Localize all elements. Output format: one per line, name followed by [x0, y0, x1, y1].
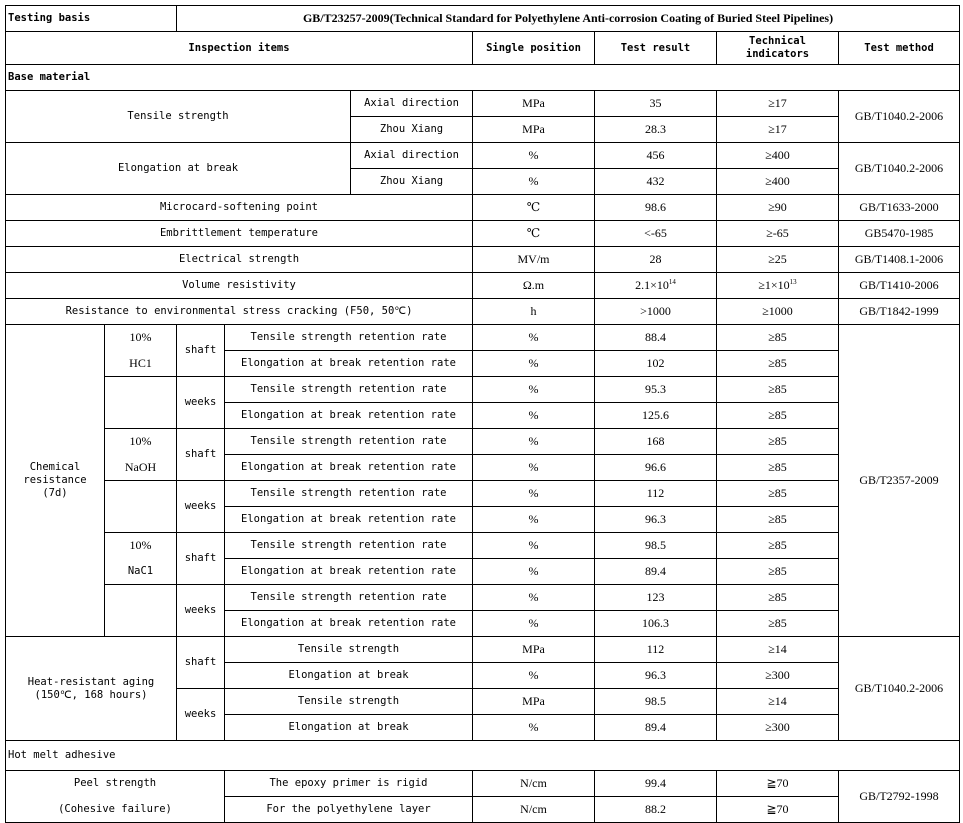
table-row	[6, 507, 960, 533]
measure-label: Elongation at break	[225, 663, 473, 689]
agent-cell: NaC1	[105, 559, 177, 585]
method-cell: GB/T1040.2-2006	[839, 637, 960, 741]
unit-cell: %	[473, 429, 595, 455]
unit-cell: %	[473, 143, 595, 169]
result-cell: 102	[595, 351, 717, 377]
direction-label: Axial direction	[351, 143, 473, 169]
result-cell: 106.3	[595, 611, 717, 637]
result-cell: 95.3	[595, 377, 717, 403]
indicator-cell: ≥400	[717, 169, 839, 195]
heat-aging-label	[6, 637, 177, 741]
table-row	[6, 585, 960, 611]
unit-cell: %	[473, 611, 595, 637]
measure-label: Elongation at break retention rate	[225, 403, 473, 429]
agent-cell: NaOH	[105, 455, 177, 481]
empty-cell	[105, 507, 177, 533]
unit-cell: %	[473, 325, 595, 351]
col-single-position: Single position	[473, 32, 595, 65]
unit-cell: N/cm	[473, 797, 595, 823]
indicator-cell: ≧70	[717, 771, 839, 797]
table-row	[6, 559, 960, 585]
section-row	[6, 741, 960, 771]
property-name: Resistance to environmental stress cracking (F50, 50℃)	[6, 299, 473, 325]
table-row	[6, 351, 960, 377]
unit-cell: MPa	[473, 117, 595, 143]
empty-cell	[105, 481, 177, 507]
measure-label: Elongation at break retention rate	[225, 351, 473, 377]
property-name: Microcard-softening point	[6, 195, 473, 221]
indicator-base: ≥1×10	[758, 278, 790, 292]
indicator-cell: ≥85	[717, 559, 839, 585]
property-name: Volume resistivity	[6, 273, 473, 299]
result-cell: 168	[595, 429, 717, 455]
result-cell: 96.6	[595, 455, 717, 481]
indicator-cell: ≥85	[717, 533, 839, 559]
testing-basis-value: GB/T23257-2009(Technical Standard for Polyethylene Anti-corrosion Coating of Buried Steel Pipelines)	[177, 6, 960, 32]
result-cell: 88.2	[595, 797, 717, 823]
measure-label: Tensile strength retention rate	[225, 481, 473, 507]
measure-label: Elongation at break retention rate	[225, 507, 473, 533]
unit-cell: %	[473, 377, 595, 403]
tensile-strength-label: Tensile strength	[6, 91, 351, 143]
result-cell: <-65	[595, 221, 717, 247]
table-row	[6, 771, 960, 797]
result-cell: 96.3	[595, 507, 717, 533]
shaft-label: shaft	[177, 533, 225, 585]
result-cell: 89.4	[595, 559, 717, 585]
section-row	[6, 65, 960, 91]
indicator-cell: ≥85	[717, 455, 839, 481]
result-cell: 28.3	[595, 117, 717, 143]
col-inspection-items: Inspection items	[6, 32, 473, 65]
table-row	[6, 429, 960, 455]
direction-label: Zhou Xiang	[351, 117, 473, 143]
agent-cell: HC1	[105, 351, 177, 377]
col-technical-indicators: Technical indicators	[717, 32, 839, 65]
column-header-row	[6, 32, 960, 65]
table-row	[6, 91, 960, 117]
indicator-cell: ≥85	[717, 507, 839, 533]
result-exponent: 14	[668, 278, 676, 286]
indicator-cell: ≥85	[717, 585, 839, 611]
table-row	[6, 403, 960, 429]
empty-cell	[105, 585, 177, 611]
measure-label: Elongation at break retention rate	[225, 611, 473, 637]
testing-basis-row	[6, 6, 960, 32]
result-cell: >1000	[595, 299, 717, 325]
table-row	[6, 143, 960, 169]
table-row	[6, 637, 960, 663]
concentration-cell: 10%	[105, 533, 177, 559]
table-row	[6, 611, 960, 637]
indicator-cell: ≥17	[717, 117, 839, 143]
indicator-cell: ≥85	[717, 351, 839, 377]
unit-cell: %	[473, 351, 595, 377]
result-cell: 125.6	[595, 403, 717, 429]
peel-failure-label: (Cohesive failure)	[6, 797, 225, 823]
result-cell: 432	[595, 169, 717, 195]
result-cell: 28	[595, 247, 717, 273]
section-base-material: Base material	[6, 65, 960, 91]
indicator-cell: ≥85	[717, 403, 839, 429]
indicator-cell: ≥90	[717, 195, 839, 221]
chemical-resistance-label: Chemical resistance (7d)	[6, 325, 105, 637]
result-cell: 99.4	[595, 771, 717, 797]
empty-cell	[105, 377, 177, 403]
concentration-cell: 10%	[105, 325, 177, 351]
unit-cell: %	[473, 559, 595, 585]
table-row	[6, 299, 960, 325]
result-cell	[595, 273, 717, 299]
indicator-cell: ≥14	[717, 689, 839, 715]
method-cell: GB/T1408.1-2006	[839, 247, 960, 273]
direction-label: Zhou Xiang	[351, 169, 473, 195]
unit-cell: %	[473, 507, 595, 533]
table-row	[6, 273, 960, 299]
indicator-exponent: 13	[789, 278, 797, 286]
result-cell: 123	[595, 585, 717, 611]
indicator-cell: ≥-65	[717, 221, 839, 247]
weeks-label: weeks	[177, 585, 225, 637]
measure-label: Elongation at break	[225, 715, 473, 741]
measure-label: Tensile strength retention rate	[225, 533, 473, 559]
indicator-cell: ≥85	[717, 481, 839, 507]
weeks-label: weeks	[177, 377, 225, 429]
indicator-cell	[717, 273, 839, 299]
measure-label: Elongation at break retention rate	[225, 559, 473, 585]
table-row	[6, 325, 960, 351]
indicator-cell: ≥17	[717, 91, 839, 117]
property-name: Electrical strength	[6, 247, 473, 273]
table-row	[6, 797, 960, 823]
table-row	[6, 221, 960, 247]
elongation-label: Elongation at break	[6, 143, 351, 195]
measure-label: Tensile strength retention rate	[225, 429, 473, 455]
unit-cell: N/cm	[473, 771, 595, 797]
method-cell: GB/T1633-2000	[839, 195, 960, 221]
result-cell: 112	[595, 637, 717, 663]
empty-cell	[105, 403, 177, 429]
method-cell: GB/T1040.2-2006	[839, 91, 960, 143]
result-cell: 98.5	[595, 689, 717, 715]
testing-basis-label: Testing basis	[6, 6, 177, 32]
peel-condition: For the polyethylene layer	[225, 797, 473, 823]
method-cell: GB/T1842-1999	[839, 299, 960, 325]
col-test-result: Test result	[595, 32, 717, 65]
result-cell: 98.6	[595, 195, 717, 221]
unit-cell: MPa	[473, 637, 595, 663]
result-cell: 89.4	[595, 715, 717, 741]
peel-condition: The epoxy primer is rigid	[225, 771, 473, 797]
shaft-label: shaft	[177, 325, 225, 377]
measure-label: Tensile strength retention rate	[225, 585, 473, 611]
indicator-cell: ≥85	[717, 611, 839, 637]
concentration-cell: 10%	[105, 429, 177, 455]
indicator-cell: ≥300	[717, 663, 839, 689]
measure-label: Tensile strength retention rate	[225, 377, 473, 403]
indicator-cell: ≧70	[717, 797, 839, 823]
unit-cell: ℃	[473, 195, 595, 221]
direction-label: Axial direction	[351, 91, 473, 117]
unit-cell: %	[473, 715, 595, 741]
unit-cell: %	[473, 481, 595, 507]
table-row	[6, 533, 960, 559]
unit-cell: %	[473, 169, 595, 195]
unit-cell: %	[473, 455, 595, 481]
method-cell: GB5470-1985	[839, 221, 960, 247]
unit-cell: h	[473, 299, 595, 325]
section-hot-melt-adhesive: Hot melt adhesive	[6, 741, 960, 771]
measure-label: Elongation at break retention rate	[225, 455, 473, 481]
table-row	[6, 195, 960, 221]
method-cell: GB/T2792-1998	[839, 771, 960, 823]
unit-cell: MPa	[473, 91, 595, 117]
result-cell: 112	[595, 481, 717, 507]
table-row	[6, 247, 960, 273]
weeks-label: weeks	[177, 481, 225, 533]
shaft-label: shaft	[177, 429, 225, 481]
measure-label: Tensile strength	[225, 689, 473, 715]
measure-label: Tensile strength retention rate	[225, 325, 473, 351]
empty-cell	[105, 611, 177, 637]
method-cell: GB/T2357-2009	[839, 325, 960, 637]
result-cell: 96.3	[595, 663, 717, 689]
result-base: 2.1×10	[635, 278, 669, 292]
indicator-cell: ≥1000	[717, 299, 839, 325]
method-cell: GB/T1410-2006	[839, 273, 960, 299]
table-row	[6, 377, 960, 403]
inspection-report-table	[5, 5, 960, 823]
unit-cell: ℃	[473, 221, 595, 247]
result-cell: 98.5	[595, 533, 717, 559]
indicator-cell: ≥300	[717, 715, 839, 741]
unit-cell: %	[473, 585, 595, 611]
indicator-cell: ≥85	[717, 429, 839, 455]
weeks-label: weeks	[177, 689, 225, 741]
method-cell: GB/T1040.2-2006	[839, 143, 960, 195]
indicator-cell: ≥85	[717, 377, 839, 403]
unit-cell: %	[473, 403, 595, 429]
result-cell: 456	[595, 143, 717, 169]
property-name: Embrittlement temperature	[6, 221, 473, 247]
measure-label: Tensile strength	[225, 637, 473, 663]
indicator-cell: ≥85	[717, 325, 839, 351]
col-test-method: Test method	[839, 32, 960, 65]
unit-cell: %	[473, 533, 595, 559]
result-cell: 35	[595, 91, 717, 117]
indicator-cell: ≥25	[717, 247, 839, 273]
peel-strength-label: Peel strength	[6, 771, 225, 797]
indicator-cell: ≥14	[717, 637, 839, 663]
table-row	[6, 455, 960, 481]
heat-aging-condition: (150℃, 168 hours)	[34, 688, 148, 701]
table-row	[6, 481, 960, 507]
unit-cell: MV/m	[473, 247, 595, 273]
shaft-label: shaft	[177, 637, 225, 689]
unit-cell: MPa	[473, 689, 595, 715]
indicator-cell: ≥400	[717, 143, 839, 169]
heat-aging-title: Heat-resistant aging	[27, 675, 155, 688]
unit-cell: Ω.m	[473, 273, 595, 299]
unit-cell: %	[473, 663, 595, 689]
result-cell: 88.4	[595, 325, 717, 351]
